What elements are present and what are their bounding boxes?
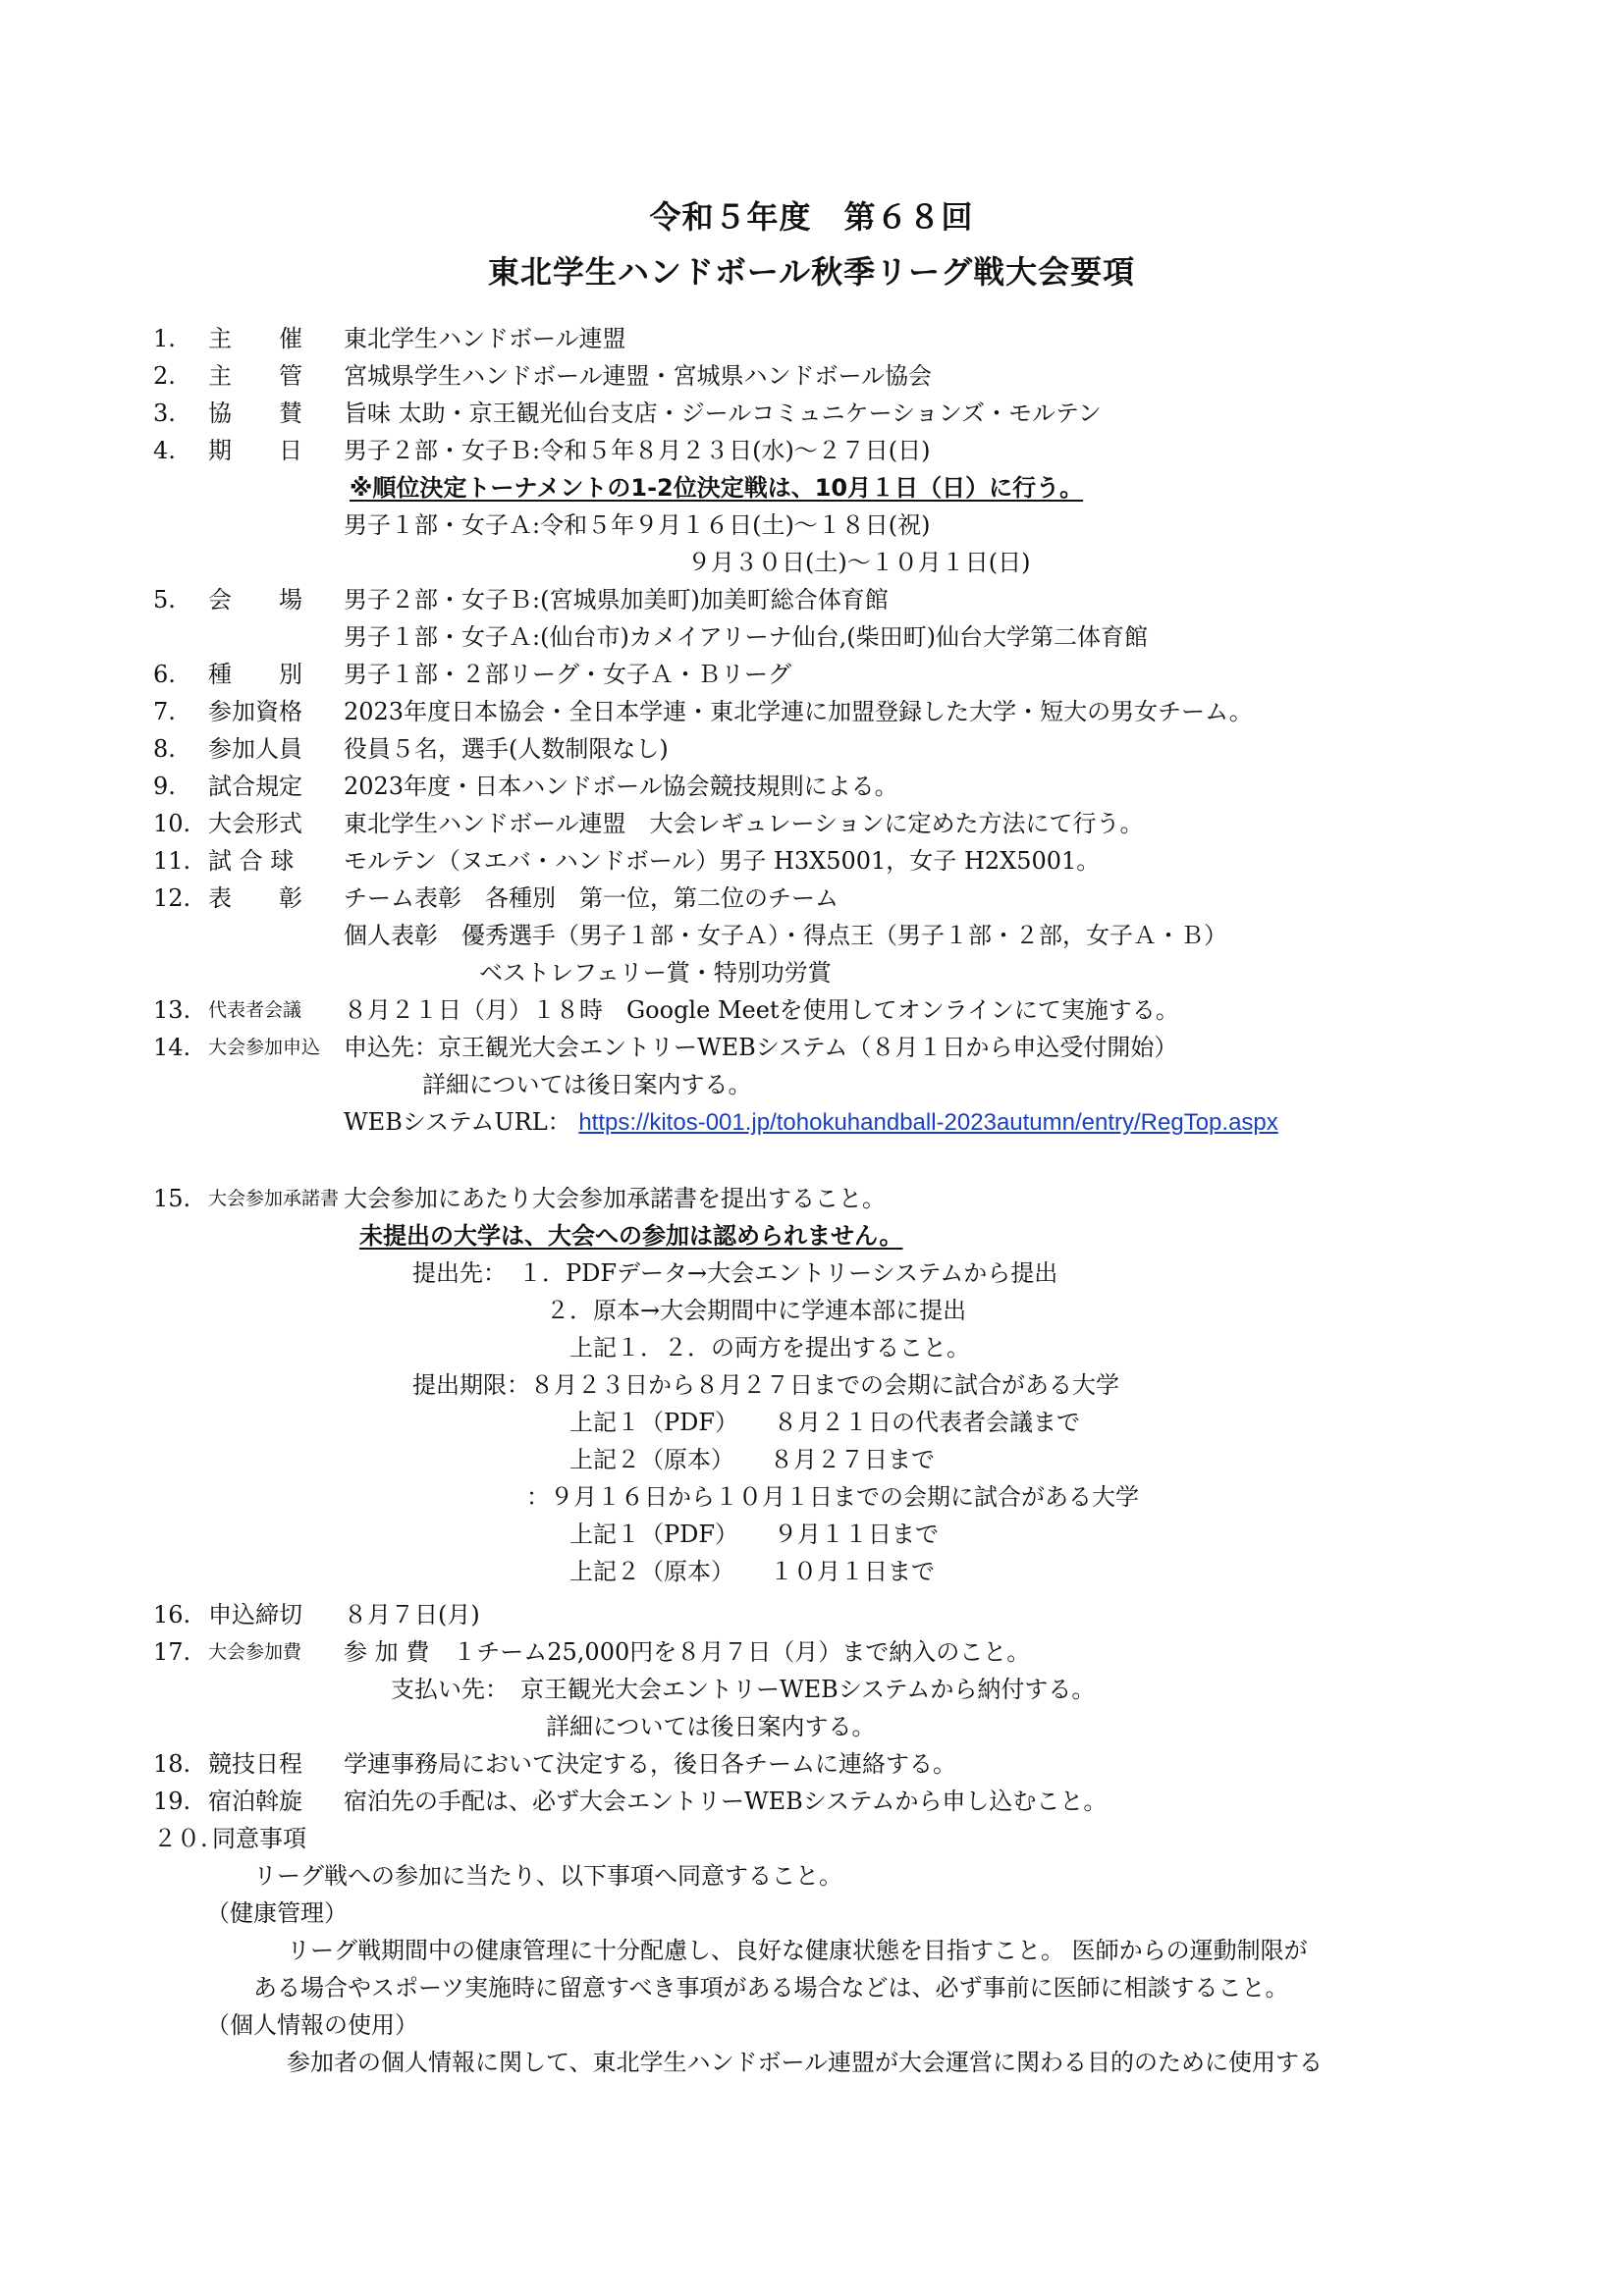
item-number: 1.: [153, 325, 176, 352]
item-label: 参加人員: [208, 735, 302, 763]
item-text-2: 個人表彰 優秀選手（男子１部・女子Ａ）・得点王（男子１部・２部，女子Ａ・Ｂ）: [344, 922, 1227, 949]
item-text: 役員５名，選手(人数制限なし): [344, 735, 669, 763]
item-label: 協 賛: [208, 400, 302, 427]
submission-line: 上記１．２．の両方を提出すること。: [569, 1334, 970, 1362]
item-text: 2023年度・日本ハンドボール協会競技規則による。: [344, 773, 898, 800]
consent-intro: リーグ戦への参加に当たり、以下事項へ同意すること。: [253, 1862, 842, 1890]
item-number: 7.: [153, 698, 176, 725]
item-label-text: 主 催: [208, 325, 302, 352]
item-text: 大会参加にあたり大会参加承諾書を提出すること。: [344, 1185, 886, 1212]
item-number: 16.: [153, 1601, 191, 1629]
health-text-line1: リーグ戦期間中の健康管理に十分配慮し、良好な健康状態を目指すこと。 医師からの運動制限が: [287, 1937, 1308, 1964]
item-text: 宿泊先の手配は、必ず大会エントリーWEBシステムから申し込むこと。: [344, 1788, 1108, 1815]
item-number: 5.: [153, 586, 176, 614]
entry-system-link[interactable]: https://kitos-001.jp/tohokuhandball-2023autumn/entry/RegTop.aspx: [578, 1109, 1278, 1136]
item-number: 6.: [153, 661, 176, 688]
item-text: 男子２部・女子Ｂ:令和５年８月２３日(水)～２７日(日): [344, 437, 931, 464]
item-text: モルテン（ヌエバ・ハンドボール）男子 H3X5001，女子 H2X5001。: [344, 847, 1101, 875]
item-text: 旨味 太助・京王観光仙台支店・ジールコミュニケーションズ・モルテン: [344, 400, 1102, 427]
item-text: 参 加 費 １チーム25,000円を８月７日（月）まで納入のこと。: [344, 1638, 1031, 1666]
item-number: 11.: [153, 847, 191, 875]
item-text: 宮城県学生ハンドボール連盟・宮城県ハンドボール協会: [344, 362, 933, 390]
web-system-url-row: [344, 1107, 1278, 1138]
item-label: 競技日程: [208, 1750, 302, 1778]
item-label: 試合規定: [208, 773, 302, 800]
item-text-3: ベストレフェリー賞・特別功労賞: [479, 959, 832, 987]
item-label: 大会参加申込: [208, 1037, 321, 1058]
item-label: 試 合 球: [208, 847, 295, 875]
health-text-line2: ある場合やスポーツ実施時に留意すべき事項がある場合などは、必ず事前に医師に相談すること。: [253, 1974, 1289, 2002]
item-label: 代表者会議: [208, 999, 302, 1021]
item-number: 10.: [153, 810, 191, 837]
item-number: 3.: [153, 400, 176, 427]
item-number: 4.: [153, 437, 176, 464]
item-label: 宿泊斡旋: [208, 1788, 302, 1815]
item-text: 東北学生ハンドボール連盟 大会レギュレーションに定めた方法にて行う。: [344, 810, 1144, 837]
item-label: 大会参加承諾書: [208, 1188, 340, 1209]
item-text-2: 男子１部・女子Ａ:(仙台市)カメイアリーナ仙台,(柴田町)仙台大学第二体育館: [344, 623, 1149, 651]
privacy-text-line1: 参加者の個人情報に関して、東北学生ハンドボール連盟が大会運営に関わる目的のために使用する: [287, 2049, 1324, 2076]
item-text-3: 詳細については後日案内する。: [546, 1713, 876, 1740]
document-title-line1: 令和５年度 第６８回: [649, 198, 974, 236]
item-text-2: 詳細については後日案内する。: [422, 1071, 752, 1098]
submission-line: 上記２（原本） ８月２７日まで: [569, 1446, 935, 1473]
item-text: 2023年度日本協会・全日本学連・東北学連に加盟登録した大学・短大の男女チーム。: [344, 698, 1253, 725]
document-title-line2: 東北学生ハンドボール秋季リーグ戦大会要項: [487, 253, 1136, 291]
url-label: WEBシステムURL：: [344, 1108, 571, 1136]
item-label: 主 管: [208, 362, 302, 390]
submission-line: 提出先： １．PDFデータ→大会エントリーシステムから提出: [412, 1259, 1058, 1287]
item-text: 男子２部・女子Ｂ:(宮城県加美町)加美町総合体育館: [344, 586, 889, 614]
item-label: 申込締切: [208, 1601, 302, 1629]
privacy-heading: （個人情報の使用）: [206, 2011, 418, 2039]
submission-line: 上記２（原本） １０月１日まで: [569, 1558, 935, 1585]
item-label: 種 別: [208, 661, 302, 688]
item-label-host: [208, 324, 322, 353]
item-text: ８月２１日（月）１８時 Google Meetを使用してオンラインにて実施する。: [344, 996, 1179, 1024]
health-heading: （健康管理）: [206, 1899, 348, 1927]
item-number: 12.: [153, 884, 191, 912]
item-text: 東北学生ハンドボール連盟: [344, 325, 626, 352]
item-text-3: ９月３０日(土)～１０月１日(日): [687, 549, 1031, 576]
item-number: 15.: [153, 1185, 191, 1212]
warning-note: 未提出の大学は、大会への参加は認められません。: [359, 1222, 903, 1250]
item-label: 大会参加費: [208, 1641, 302, 1663]
item-label: 同意事項: [212, 1825, 306, 1852]
item-number: 9.: [153, 773, 176, 800]
item-label: 大会形式: [208, 810, 302, 837]
item-text: 申込先：京王観光大会エントリーWEBシステム（８月１日から申込受付開始）: [344, 1034, 1178, 1061]
schedule-note: ※順位決定トーナメントの1-2位決定戦は、10月１日（日）に行う。: [350, 474, 1084, 502]
item-number: 2.: [153, 362, 176, 390]
item-label: 期 日: [208, 437, 302, 464]
item-label: 参加資格: [208, 698, 302, 725]
item-text: ８月７日(月): [344, 1601, 480, 1629]
item-label: 表 彰: [208, 884, 302, 912]
submission-line: 提出期限：８月２３日から８月２７日までの会期に試合がある大学: [412, 1371, 1119, 1399]
item-number: 13.: [153, 996, 191, 1024]
item-number: 19.: [153, 1788, 191, 1815]
item-number: 8.: [153, 735, 176, 763]
item-text: チーム表彰 各種別 第一位，第二位のチーム: [344, 884, 839, 912]
item-number: 14.: [153, 1034, 191, 1061]
item-number: 18.: [153, 1750, 191, 1778]
item-number: ２０.: [153, 1825, 208, 1852]
submission-line: 上記１（PDF） ９月１１日まで: [569, 1521, 940, 1548]
submission-line: 上記１（PDF） ８月２１日の代表者会議まで: [569, 1409, 1081, 1436]
submission-line: ２．原本→大会期間中に学連本部に提出: [546, 1297, 967, 1324]
item-number: 17.: [153, 1638, 191, 1666]
submission-line: ：９月１６日から１０月１日までの会期に試合がある大学: [526, 1483, 1139, 1511]
item-text-2: 男子１部・女子Ａ:令和５年９月１６日(土)～１８日(祝): [344, 511, 931, 539]
item-label: 会 場: [208, 586, 302, 614]
item-text: 男子１部・２部リーグ・女子Ａ・Ｂリーグ: [344, 661, 791, 688]
item-text-2: 支払い先： 京王観光大会エントリーWEBシステムから納付する。: [391, 1676, 1096, 1703]
item-text: 学連事務局において決定する，後日各チームに連絡する。: [344, 1750, 956, 1778]
